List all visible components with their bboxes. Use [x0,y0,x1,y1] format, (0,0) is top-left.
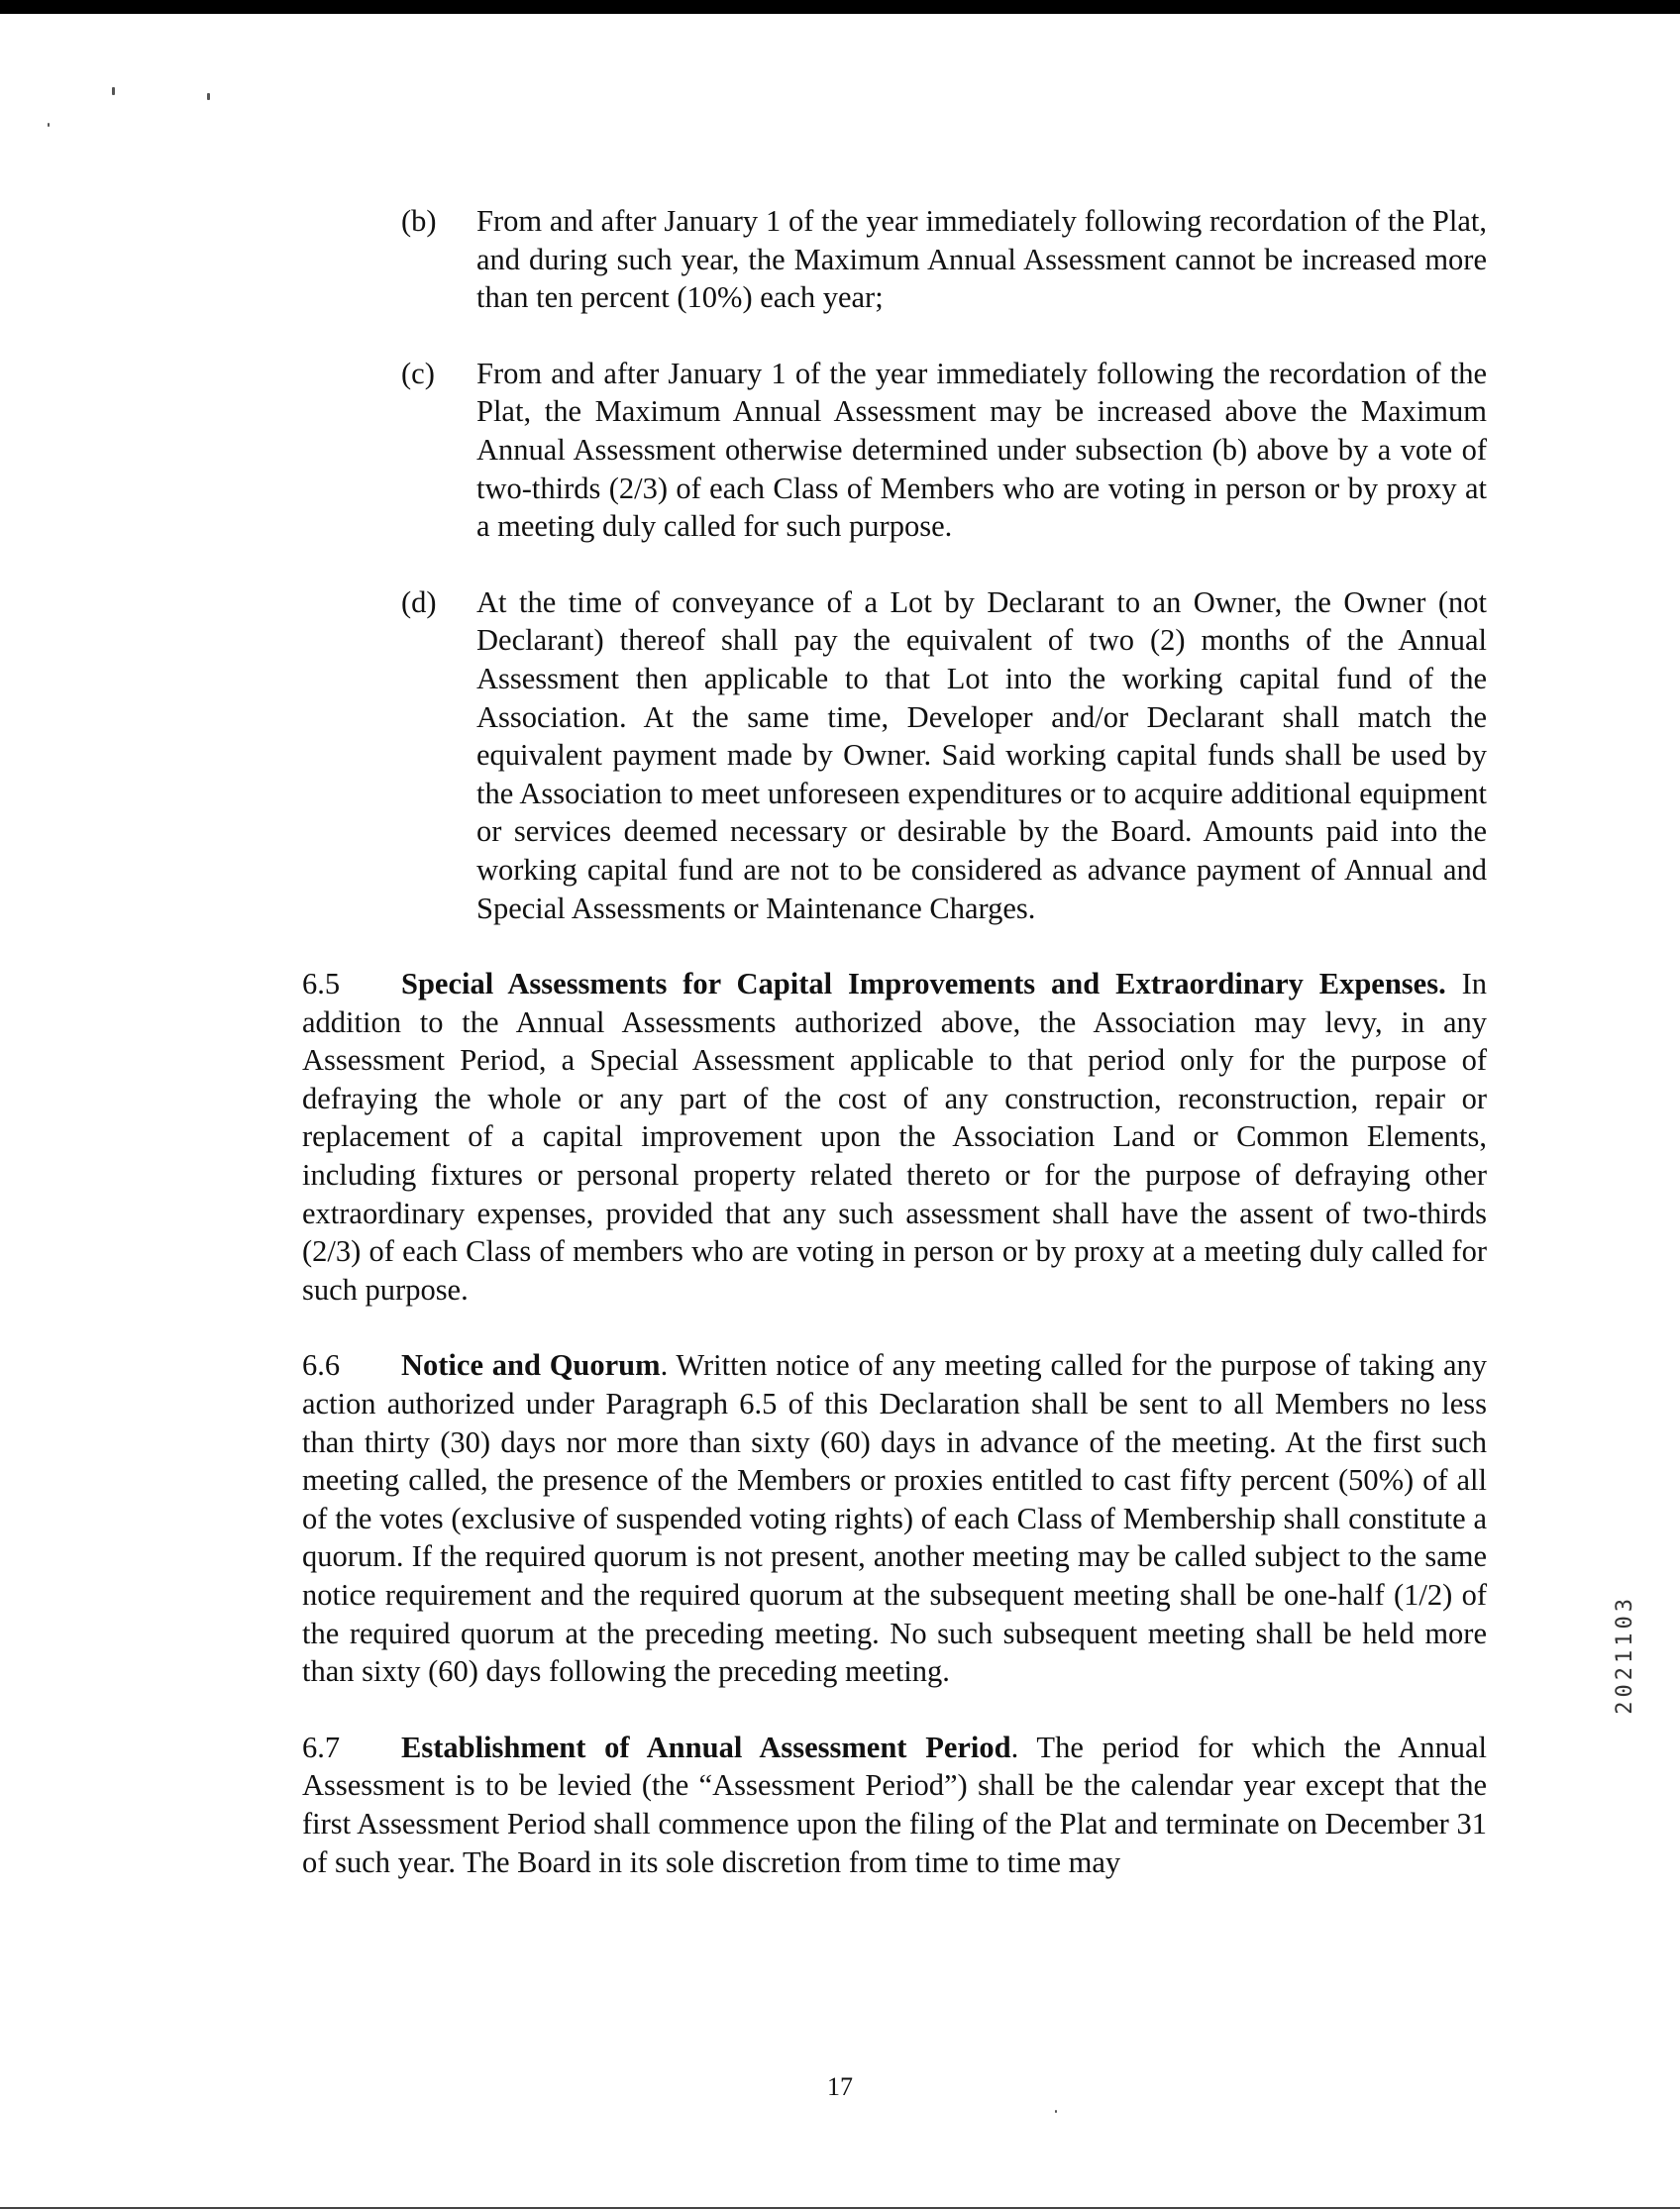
subsection-label: (c) [401,356,435,390]
scan-speck [48,123,50,127]
scan-speck [1055,2110,1057,2113]
scan-speck [207,93,210,100]
section-title: Special Assessments for Capital Improvements and Extraordinary Expenses. [401,967,1446,1001]
section-6-5 [302,965,1487,1309]
subsection-text: From and after January 1 of the year immediately following recordation of the Plat, and during such year, the Maximum Annual Assessment cannot be increased more than ten percent (10%) each year; [476,204,1487,315]
subsection-text: From and after January 1 of the year immediately following the recordation of the Plat, the Maximum Annual Assessment may be increased above the Maximum Annual Assessment otherwise determined under subsection (b) above by a vote of two-thirds (2/3) of each Class of Members who are voting in person or by proxy at a meeting duly called for such purpose. [476,356,1487,544]
subsection-label: (b) [401,204,437,238]
section-number: 6.7 [302,1730,341,1764]
section-number: 6.5 [302,967,341,1001]
subsection-d [401,583,1487,927]
section-body: . Written notice of any meeting called for the purpose of taking any action authorized under Paragraph 6.5 of this Declaration shall be sent to all Members no less than thirty (30) days nor more than sixty (60) days in advance of the meeting. At the first such meeting called, the presence of the Members or proxies entitled to cast fifty percent (50%) of all of the votes (exclusive of suspended voting rights) of each Class of Membership shall constitute a quorum. If the required quorum is not present, another meeting may be called subject to the same notice requirement and the required quorum at the subsequent meeting shall be one-half (1/2) of the required quorum at the preceding meeting. No such subsequent meeting shall be held more than sixty (60) days following the preceding meeting. [302,1348,1487,1689]
margin-stamp-text: 2021103 [1613,1595,1637,1715]
page-number: 17 [827,2072,853,2101]
section-number: 6.6 [302,1348,341,1383]
document-body [302,202,1487,1919]
section-title: Establishment of Annual Assessment Period [401,1730,1011,1764]
section-6-6 [302,1346,1487,1690]
section-body: . The period for which the Annual Assessment is to be levied (the “Assessment Period”) shall be the calendar year except that the first Assessment Period shall commence upon the filing of the Plat and terminate on December 31 of such year. The Board in its sole discretion from time to time may [302,1730,1487,1879]
subsection-text: At the time of conveyance of a Lot by Declarant to an Owner, the Owner (not Declarant) thereof shall pay the equivalent of two (2) months of the Annual Assessment then applicable to that Lot into the working capital fund of the Association. At the same time, Developer and/or Declarant shall match the equivalent payment made by Owner. Said working capital funds shall be used by the Association to meet unforeseen expenditures or to acquire additional equipment or services deemed necessary or desirable by the Board. Amounts paid into the working capital fund are not to be considered as advance payment of Annual and Special Assessments or Maintenance Charges. [476,584,1487,925]
section-6-7 [302,1729,1487,1881]
scan-speck [112,87,115,95]
section-title: Notice and Quorum [401,1348,661,1383]
subsection-label: (d) [401,584,437,619]
section-body: In addition to the Annual Assessments authorized above, the Association may levy, in any Assessment Period, a Special Assessment applicable to that period only for the purpose of defraying the whole or any part of the cost of any construction, reconstruction, repair or replacement of a capital improvement upon the Association Land or Common Elements, including fixtures or personal property related thereto or for the purpose of defraying other extraordinary expenses, provided that any such assessment shall have the assent of two-thirds (2/3) of each Class of members who are voting in person or by proxy at a meeting duly called for such purpose. [302,967,1487,1307]
subsection-c [401,355,1487,546]
scan-top-border [0,0,1680,14]
margin-record-stamp [1613,1595,1652,1932]
subsection-b [401,202,1487,317]
